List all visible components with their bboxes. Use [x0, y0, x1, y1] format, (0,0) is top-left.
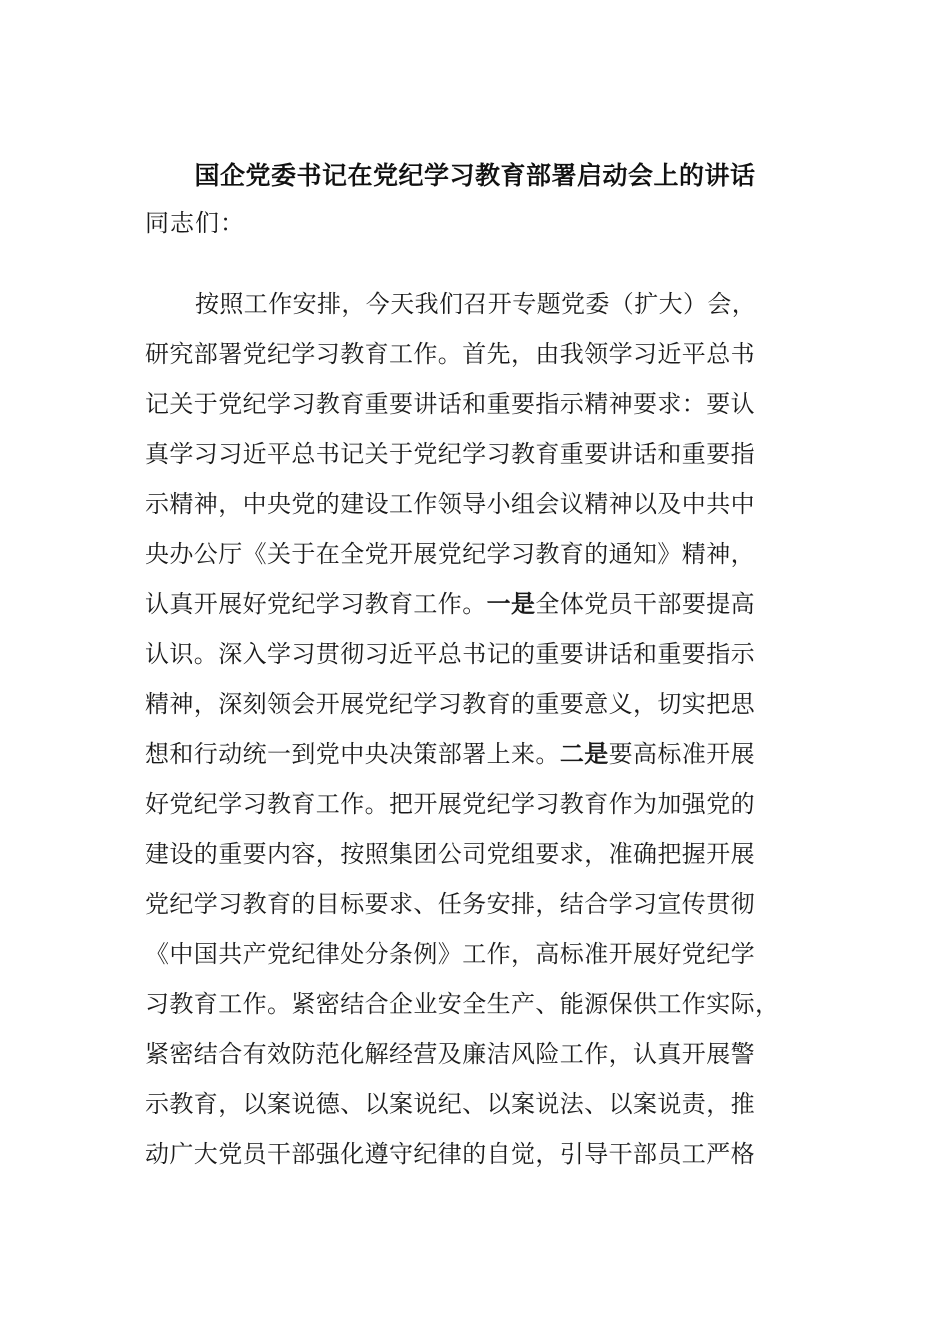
text-segment: 全体党员干部要提高: [535, 590, 756, 618]
text-line: [145, 579, 785, 629]
text-line: 按照工作安排，今天我们召开专题党委（扩大）会，: [195, 290, 757, 318]
emphasis-first-point: 一是: [486, 589, 536, 618]
text-line: 《中国共产党纪律处分条例》工作，高标准开展好党纪学: [145, 940, 755, 968]
text-line: 习教育工作。紧密结合企业安全生产、能源保供工作实际，: [145, 990, 780, 1018]
salutation: 同志们：: [145, 209, 245, 237]
text-line: 研究部署党纪学习教育工作。首先，由我领学习近平总书: [145, 340, 755, 368]
text-segment: 想和行动统一到党中央决策部署上来。: [145, 740, 560, 768]
text-line: 示精神，中央党的建设工作领导小组会议精神以及中共中: [145, 490, 755, 518]
text-segment: 认真开展好党纪学习教育工作。: [145, 590, 487, 618]
body-paragraph: [145, 279, 785, 1179]
text-line: 示教育，以案说德、以案说纪、以案说法、以案说责，推: [145, 1090, 755, 1118]
text-line: 精神，深刻领会开展党纪学习教育的重要意义，切实把思: [145, 690, 755, 718]
text-line: 党纪学习教育的目标要求、任务安排，结合学习宣传贯彻: [145, 890, 755, 918]
text-line: 好党纪学习教育工作。把开展党纪学习教育作为加强党的: [145, 790, 755, 818]
text-line: 央办公厅《关于在全党开展党纪学习教育的通知》精神，: [145, 540, 755, 568]
emphasis-second-point: 二是: [559, 739, 609, 768]
text-line: 记关于党纪学习教育重要讲话和重要指示精神要求：要认: [145, 390, 755, 418]
document-title: 国企党委书记在党纪学习教育部署启动会上的讲话: [194, 161, 756, 190]
text-line: 认识。深入学习贯彻习近平总书记的重要讲话和重要指示: [145, 640, 755, 668]
text-line: 建设的重要内容，按照集团公司党组要求，准确把握开展: [145, 840, 755, 868]
text-line: 真学习习近平总书记关于党纪学习教育重要讲话和重要指: [145, 440, 755, 468]
text-line: 紧密结合有效防范化解经营及廉洁风险工作，认真开展警: [145, 1040, 755, 1068]
text-segment: 要高标准开展: [608, 740, 756, 768]
text-line: 动广大党员干部强化遵守纪律的自觉，引导干部员工严格: [145, 1140, 755, 1168]
text-line: [145, 729, 785, 779]
